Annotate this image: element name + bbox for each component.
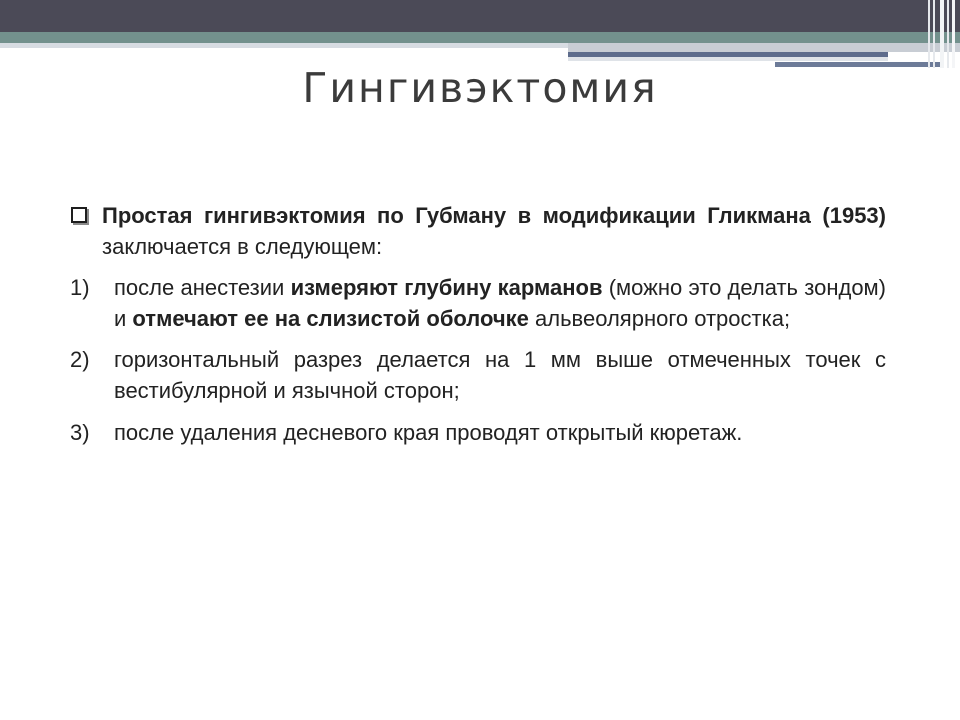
intro-text: заключается в следующем: xyxy=(102,234,383,259)
list-item-number: 1) xyxy=(70,275,90,300)
slide-content xyxy=(70,200,886,448)
intro-bold-text: Простая гингивэктомия по Губману в модификации Гликмана (1953) xyxy=(102,203,886,228)
header-stripe xyxy=(933,0,935,68)
step-text: (можно это делать зондом) и xyxy=(114,275,887,331)
step-text: горизонтальный разрез делается на 1 мм выше отмеченных точек с вестибулярной и язычной сторон; xyxy=(114,347,886,403)
header-band-gray-right xyxy=(568,43,960,52)
header-stripe xyxy=(928,0,930,68)
checkbox-icon xyxy=(71,207,87,223)
list-item xyxy=(70,417,886,448)
step-text: после удаления десневого края проводят открытый кюретаж. xyxy=(114,420,743,445)
header-stripe xyxy=(940,0,944,68)
intro-paragraph xyxy=(70,200,886,262)
step-text-bold: измеряют глубину карманов xyxy=(290,275,603,300)
list-item xyxy=(70,272,886,334)
step-text-bold: отмечают ее на слизистой оболочке xyxy=(132,306,529,331)
list-item-number: 3) xyxy=(70,420,90,445)
header-stripe xyxy=(952,0,955,68)
header-stripe xyxy=(947,0,949,68)
list-item-number: 2) xyxy=(70,347,90,372)
header-accent-line-light xyxy=(568,57,888,61)
step-text: после анестезии xyxy=(114,275,291,300)
header-band-light xyxy=(0,43,568,48)
header-band-teal xyxy=(0,32,960,43)
header-band-dark xyxy=(0,0,960,32)
slide-title: Гингивэктомия xyxy=(302,64,658,112)
step-text: альвеолярного отростка; xyxy=(528,306,791,331)
steps-list xyxy=(70,272,886,448)
list-item xyxy=(70,344,886,406)
